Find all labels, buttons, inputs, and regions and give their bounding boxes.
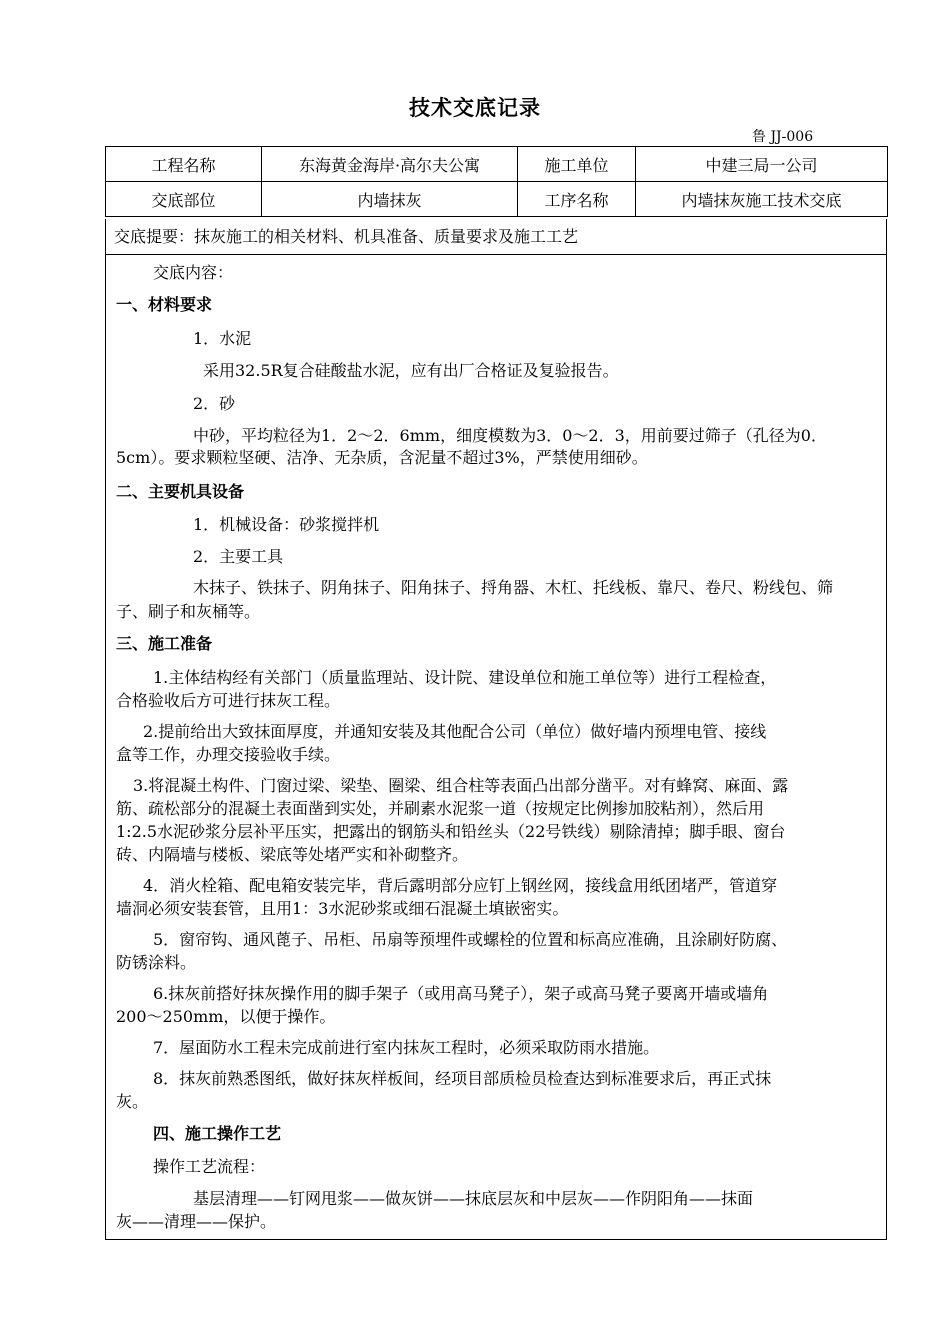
content-line: 筋、疏松部分的混凝土表面凿到实处，并刷素水泥浆一道（按规定比例掺加胶粘剂），然后用 <box>116 799 765 818</box>
header-row-2 <box>106 182 888 217</box>
document-title: 技术交底记录 <box>409 95 541 120</box>
content-line: 3.将混凝土构件、门窗过梁、梁垫、圈梁、组合柱等表面凸出部分凿平。对有蜂窝、麻面、露 <box>133 776 789 795</box>
process-value: 内墙抹灰施工技术交底 <box>636 182 888 217</box>
content-line: 7．屋面防水工程未完成前进行室内抹灰工程时，必须采取防雨水措施。 <box>153 1038 660 1057</box>
content-line: 2．主要工具 <box>193 547 284 566</box>
content-line: 灰。 <box>116 1092 149 1111</box>
part-value: 内墙抹灰 <box>262 182 518 217</box>
process-label: 工序名称 <box>518 182 636 217</box>
content-line: 1.主体结构经有关部门（质量监理站、设计院、建设单位和施工单位等）进行工程检查， <box>153 668 777 687</box>
content-line: 采用32.5R复合硅酸盐水泥，应有出厂合格证及复验报告。 <box>203 361 619 380</box>
header-table <box>105 146 888 217</box>
header-row-1 <box>106 147 888 182</box>
content-line: 1．机械设备：砂浆搅拌机 <box>193 515 380 534</box>
content-box <box>105 255 887 1240</box>
content-line: 砖、内隔墙与楼板、梁底等处堵严实和补砌整齐。 <box>116 845 469 864</box>
content-line: 中砂，平均粒径为1．2～2．6mm，细度模数为3．0～2．3，用前要过筛子（孔径为0． <box>193 426 827 445</box>
content-line: 1:2.5水泥砂浆分层补平压实，把露出的钢筋头和铅丝头（22号铁线）剔除清掉；脚手眼、窗台 <box>116 822 786 841</box>
content-line: 灰——清理——保护。 <box>116 1212 277 1231</box>
content-intro: 交底内容： <box>153 263 234 282</box>
content-line: 墙洞必须安装套管，且用1：3水泥砂浆或细石混凝土填嵌密实。 <box>116 899 569 918</box>
part-label: 交底部位 <box>106 182 262 217</box>
section-heading-materials: 一、材料要求 <box>116 295 213 314</box>
content-line: 6.抹灰前搭好抹灰操作用的脚手架子（或用高马凳子），架子或高马凳子要离开墙或墙角 <box>153 984 769 1003</box>
section-heading-process: 四、施工操作工艺 <box>153 1124 282 1143</box>
content-line: 合格验收后方可进行抹灰工程。 <box>116 691 341 710</box>
content-line: 8．抹灰前熟悉图纸，做好抹灰样板间，经项目部质检员检查达到标准要求后，再正式抹 <box>153 1069 772 1088</box>
content-line: 5cm）。要求颗粒坚硬、洁净、无杂质，含泥量不超过3%，严禁使用细砂。 <box>116 448 648 467</box>
content-line: 木抹子、铁抹子、阴角抹子、阳角抹子、捋角器、木杠、托线板、靠尺、卷尺、粉线包、筛 <box>193 578 834 597</box>
content-line: 子、刷子和灰桶等。 <box>116 602 261 621</box>
content-line: 操作工艺流程： <box>153 1157 266 1176</box>
content-line: 200～250mm，以便于操作。 <box>116 1007 336 1026</box>
section-heading-equipment: 二、主要机具设备 <box>116 482 245 501</box>
contractor-label: 施工单位 <box>518 147 636 182</box>
content-line: 盒等工作，办理交接验收手续。 <box>116 745 341 764</box>
content-line: 基层清理——钉网甩浆——做灰饼——抹底层灰和中层灰——作阴阳角——抹面 <box>193 1189 754 1208</box>
section-heading-preparation: 三、施工准备 <box>116 634 213 653</box>
content-line: 防锈涂料。 <box>116 953 197 972</box>
form-code: 鲁 JJ-006 <box>752 129 814 145</box>
content-line: 1．水泥 <box>193 329 252 348</box>
content-line: 2．砂 <box>193 394 236 413</box>
project-value: 东海黄金海岸·高尔夫公寓 <box>262 147 518 182</box>
content-line: 2.提前给出大致抹面厚度，并通知安装及其他配合公司（单位）做好墙内预埋电管、接线 <box>143 722 767 741</box>
content-line: 5．窗帘钩、通风蓖子、吊柜、吊扇等预埋件或螺栓的位置和标高应准确，且涂刷好防腐、 <box>153 930 788 949</box>
content-line: 4．消火栓箱、配电箱安装完毕，背后露明部分应钉上钢丝网，接线盒用纸团堵严，管道穿 <box>143 876 778 895</box>
project-label: 工程名称 <box>106 147 262 182</box>
summary-row: 交底提要：抹灰施工的相关材料、机具准备、质量要求及施工工艺 <box>105 219 887 255</box>
contractor-value: 中建三局一公司 <box>636 147 888 182</box>
